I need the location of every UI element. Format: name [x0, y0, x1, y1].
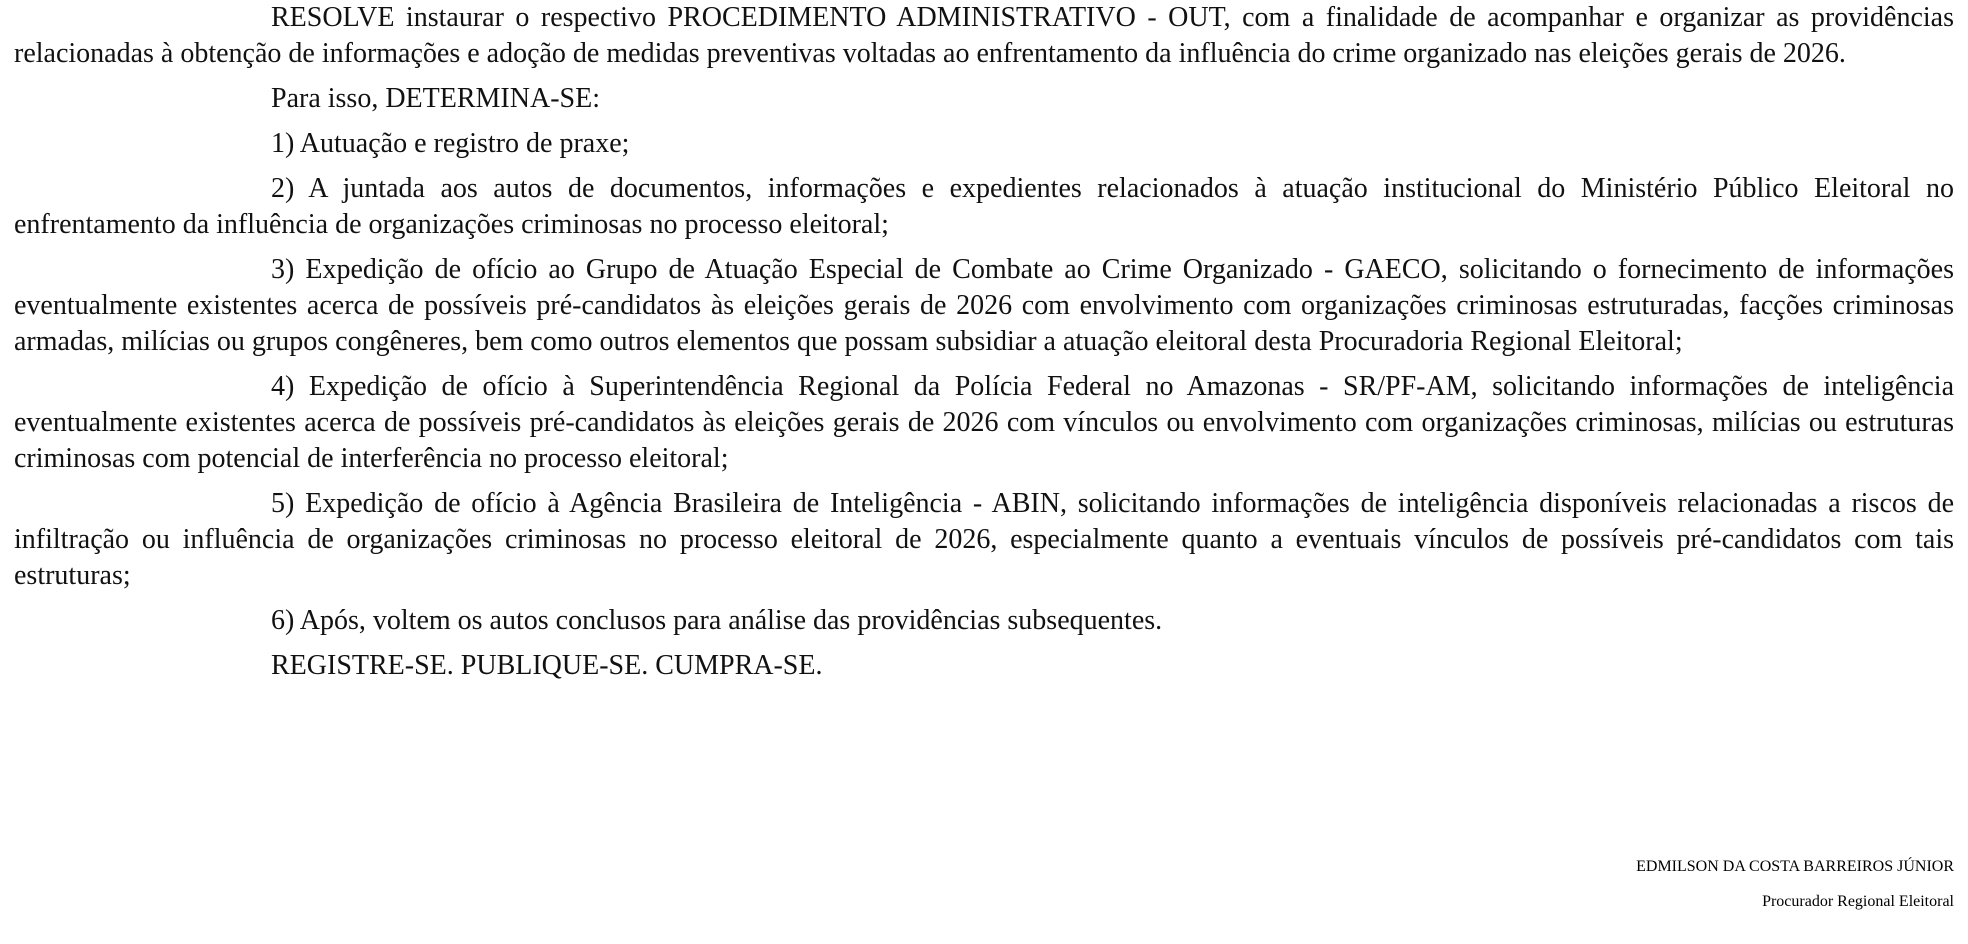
item-4-paragraph: 4) Expedição de ofício à Superintendência Regional da Polícia Federal no Amazonas - SR/PF-AM, solicitando informações de inteligência eventualmente existentes acerca de possíveis pré-candidatos às eleições gerais de 2026 com vínculos ou envolvimento com organizações criminosas, milícias ou estruturas criminosas com potencial de interferência no processo eleitoral;: [14, 371, 1954, 474]
signatory-name: EDMILSON DA COSTA BARREIROS JÚNIOR: [1636, 858, 1954, 875]
item-2-paragraph: 2) A juntada aos autos de documentos, informações e expedientes relacionados à atuação institucional do Ministério Público Eleitoral no enfrentamento da influência de organizações criminosas no processo eleitoral;: [14, 173, 1954, 240]
item-6-paragraph: 6) Após, voltem os autos conclusos para análise das providências subsequentes.: [271, 605, 1163, 636]
item-1-paragraph: 1) Autuação e registro de praxe;: [271, 128, 630, 159]
signatory-title: Procurador Regional Eleitoral: [1762, 893, 1954, 910]
document-body: [14, 0, 1954, 684]
item-3-paragraph: 3) Expedição de ofício ao Grupo de Atuação Especial de Combate ao Crime Organizado - GAECO, solicitando o fornecimento de informações eventualmente existentes acerca de possíveis pré-candidatos às eleições gerais de 2026 com envolvimento com organizações criminosas estruturadas, facções criminosas armadas, milícias ou grupos congêneres, bem como outros elementos que possam subsidiar a atuação eleitoral desta Procuradoria Regional Eleitoral;: [14, 254, 1954, 357]
closing-paragraph: REGISTRE-SE. PUBLIQUE-SE. CUMPRA-SE.: [271, 650, 823, 681]
determina-heading: Para isso, DETERMINA-SE:: [271, 83, 600, 114]
item-5-paragraph: 5) Expedição de ofício à Agência Brasileira de Inteligência - ABIN, solicitando informações de inteligência disponíveis relacionadas a riscos de infiltração ou influência de organizações criminosas no processo eleitoral de 2026, especialmente quanto a eventuais vínculos de possíveis pré-candidatos com tais estruturas;: [14, 488, 1954, 591]
signature-block: [14, 849, 1954, 919]
resolve-paragraph: RESOLVE instaurar o respectivo PROCEDIMENTO ADMINISTRATIVO - OUT, com a finalidade de acompanhar e organizar as providências relacionadas à obtenção de informações e adoção de medidas preventivas voltadas ao enfrentamento da influência do crime organizado nas eleições gerais de 2026.: [14, 2, 1954, 69]
